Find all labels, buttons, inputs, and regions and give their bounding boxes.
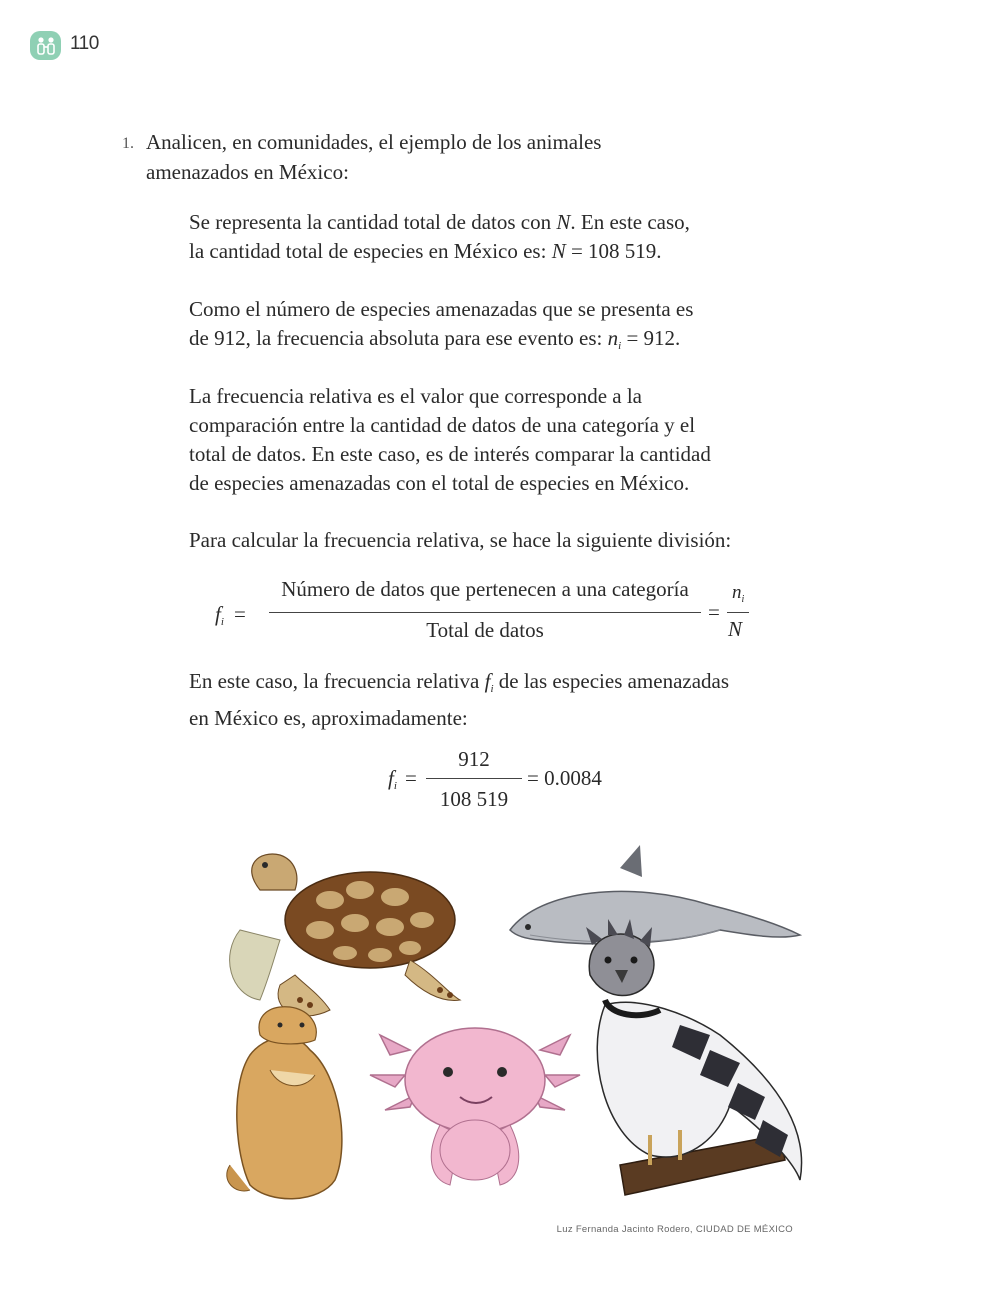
formula1-eq: = [234, 602, 246, 626]
p5-text-a: En este caso, la frecuencia relativa [189, 669, 485, 693]
formula1-numerator: Número de datos que pertenecen a una categoría [281, 577, 689, 601]
p5-text-b: de las especies amenazadas [493, 669, 730, 693]
paragraph-relative-frequency [189, 382, 749, 498]
harpy-eagle-icon [586, 919, 802, 1195]
p5-sub-i: i [490, 683, 494, 695]
formula1-rhs-fraction-bar [727, 612, 749, 613]
credit-place: CIUDAD DE MÉXICO [695, 1224, 793, 1235]
p2-sub-i: i [618, 340, 622, 352]
item-text-line1: Analicen, en comunidades, el ejemplo de los animales [146, 130, 602, 154]
p4-line1: Para calcular la frecuencia relativa, se hace la siguiente división: [189, 528, 732, 552]
formula2-lhs: $f_i$ [388, 766, 397, 792]
formula1-denominator: Total de datos [426, 618, 544, 642]
p3-line4: de especies amenazadas con el total de especies en México. [189, 471, 690, 495]
p5-line2: en México es, aproximadamente: [189, 706, 468, 730]
prairie-dog-icon [227, 1007, 342, 1199]
formula2-result: = 0.0084 [527, 766, 602, 790]
formula1-rhs-denominator: N [728, 617, 743, 641]
p2-line1: Como el número de especies amenazadas que se presenta es [189, 297, 694, 321]
item-text-line2: amenazados en México: [146, 160, 349, 184]
formula2-numerator: 912 [458, 747, 490, 771]
p1-text-c: la cantidad total de especies en México es: [189, 239, 552, 263]
formula1-eq2: = [708, 600, 720, 624]
p1-var-N2: N [551, 239, 566, 263]
p2-text-b: de 912, la frecuencia absoluta para ese evento es: [189, 326, 608, 350]
p2-text-c: = 912. [621, 326, 681, 350]
p3-line1: La frecuencia relativa es el valor que corresponde a la [189, 384, 642, 408]
paragraph-division [189, 526, 749, 555]
p5-var-f: f [484, 669, 491, 693]
credit-name: Luz Fernanda Jacinto Rodero, [556, 1224, 693, 1235]
p1-text-b: . En este caso, [570, 210, 690, 234]
sea-turtle-icon [230, 854, 460, 1016]
p3-line2: comparación entre la cantidad de datos de una categoría y el [189, 413, 696, 437]
formula1-fraction-bar [269, 612, 701, 613]
formula1-rhs-numerator: $n_i$ [732, 582, 745, 605]
vaquita-icon [510, 845, 800, 957]
p1-var-N: N [556, 210, 571, 234]
p3-line3: total de datos. En este caso, es de interés comparar la cantidad [189, 442, 711, 466]
endangered-animals-illustration [210, 835, 810, 1225]
community-people-icon [30, 31, 61, 60]
illustration-credit [520, 1224, 793, 1235]
paragraph-absolute-frequency [189, 295, 749, 361]
formula2-denominator: 108 519 [439, 787, 509, 811]
paragraph-approximation [189, 667, 749, 733]
page-number: 110 [70, 33, 99, 54]
paragraph-total-data [189, 208, 749, 266]
p2-var-n: n [607, 326, 619, 350]
item-number: 1. [122, 135, 134, 152]
item-text [146, 127, 706, 187]
formula2-fraction-bar [426, 778, 522, 779]
p1-text-a: Se representa la cantidad total de datos con [189, 210, 557, 234]
formula2-eq: = [405, 766, 417, 790]
p1-text-d: = 108 519. [565, 239, 662, 263]
relative-frequency-formula [215, 575, 755, 650]
formula1-lhs: $f_i$ [215, 602, 224, 628]
relative-frequency-calculation [388, 745, 628, 820]
axolotl-icon [370, 1028, 580, 1185]
